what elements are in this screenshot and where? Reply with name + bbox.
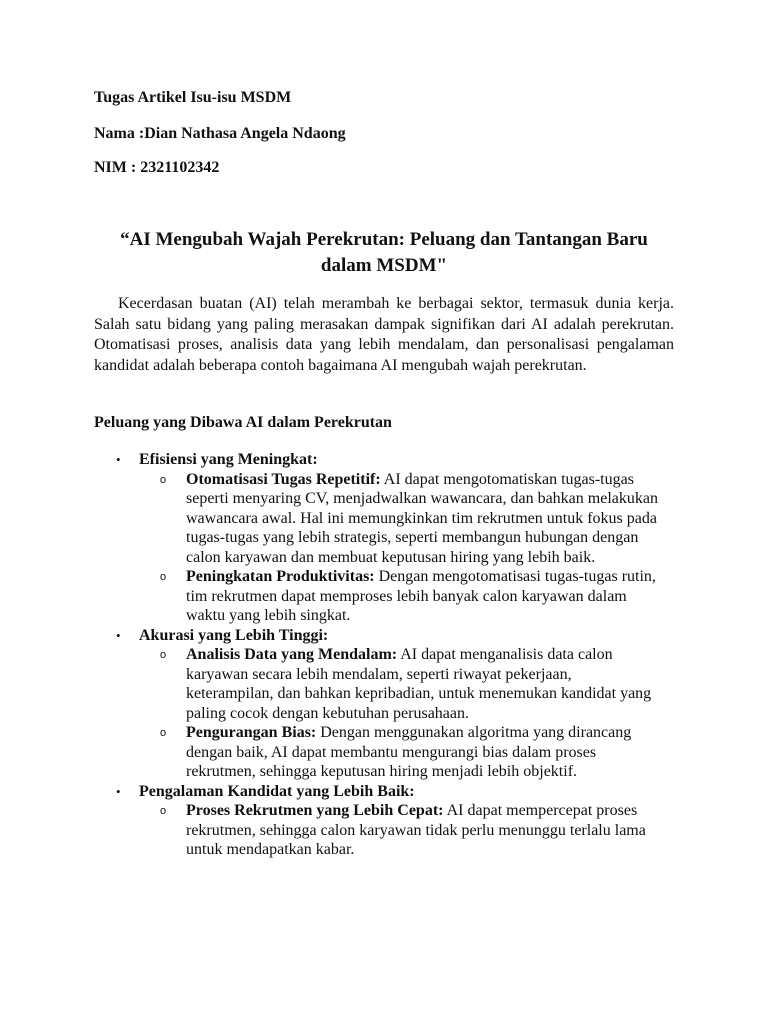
sub-item-text: Dengan menggunakan algoritma yang dirancang dengan baik, AI dapat membantu mengurangi bias dalam proses rekrutmen, sehingga keputusan hiring menjadi lebih objektif. [186, 724, 632, 780]
list-item [94, 626, 684, 782]
sub-list [139, 470, 684, 626]
list-item [94, 782, 684, 860]
assignment-title: Tugas Artikel Isu-isu MSDM [94, 89, 292, 106]
intro-paragraph: Kecerdasan buatan (AI) telah merambah ke berbagai sektor, termasuk dunia kerja. Salah satu bidang yang paling merasakan dampak signifikan dari AI adalah perekrutan. Otomatisasi proses, analisis data yang lebih mendalam, dan personalisasi pengalaman kandidat adalah beberapa contoh bagaimana AI mengubah wajah perekrutan. [94, 295, 674, 374]
sub-marker: o [160, 571, 167, 583]
sub-list-item [139, 645, 660, 723]
bullet-title: Pengalaman Kandidat yang Lebih Baik: [139, 782, 415, 800]
bullet-marker: • [116, 783, 121, 799]
sub-list-item [139, 801, 660, 860]
section-heading: Peluang yang Dibawa AI dalam Perekrutan [94, 414, 392, 431]
sub-item-term: Otomatisasi Tugas Repetitif: [186, 470, 381, 488]
sub-item-text: AI dapat mempercepat proses rekrutmen, sehingga calon karyawan tidak perlu menunggu terlalu lama untuk mendapatkan kabar. [186, 802, 646, 858]
article-title: “AI Mengubah Wajah Perekrutan: Peluang dan Tantangan Baru dalam MSDM" [120, 229, 648, 276]
bullet-marker: • [116, 452, 121, 467]
sub-item-text: AI dapat mengotomatiskan tugas-tugas seperti menyaring CV, menjadwalkan wawancara, dan bahkan melakukan wawancara awal. Hal ini memungkinkan tim rekrutmen untuk fokus pada tugas-tugas yang lebih strategis, seperti membangun hubungan dengan calon karyawan dan membuat keputusan hiring yang lebih baik. [186, 470, 658, 566]
sub-marker: o [160, 805, 167, 817]
sub-list [139, 801, 684, 860]
bullet-title: Akurasi yang Lebih Tinggi: [139, 626, 329, 644]
opportunity-list [94, 450, 684, 860]
sub-list-item [139, 723, 660, 782]
sub-item-term: Pengurangan Bias: [186, 724, 317, 741]
sub-item-term: Peningkatan Produktivitas: [186, 568, 375, 585]
sub-item-text: AI dapat menganalisis data calon karyawan secara lebih mendalam, seperti riwayat pekerjaan, keterampilan, dan bahkan kepribadian, untuk menemukan kandidat yang paling cocok dengan kebutuhan perusahaan. [186, 646, 652, 722]
student-name: Nama :Dian Nathasa Angela Ndaong [94, 125, 346, 142]
sub-item-term: Analisis Data yang Mendalam: [186, 646, 398, 663]
student-nim: NIM : 2321102342 [94, 159, 220, 176]
sub-list-item [139, 567, 660, 626]
sub-item-text: Dengan mengotomatisasi tugas-tugas rutin, tim rekrutmen dapat memproses lebih banyak calon karyawan dalam waktu yang lebih singkat. [186, 568, 656, 624]
bullet-title: Efisiensi yang Meningkat: [139, 451, 318, 468]
list-item [94, 450, 684, 626]
sub-marker: o [160, 649, 167, 661]
sub-item-term: Proses Rekrutmen yang Lebih Cepat: [186, 802, 444, 819]
sub-marker: o [160, 473, 167, 486]
bullet-marker: • [116, 627, 121, 643]
sub-list [139, 645, 684, 782]
sub-list-item [139, 470, 660, 568]
sub-marker: o [160, 727, 167, 739]
